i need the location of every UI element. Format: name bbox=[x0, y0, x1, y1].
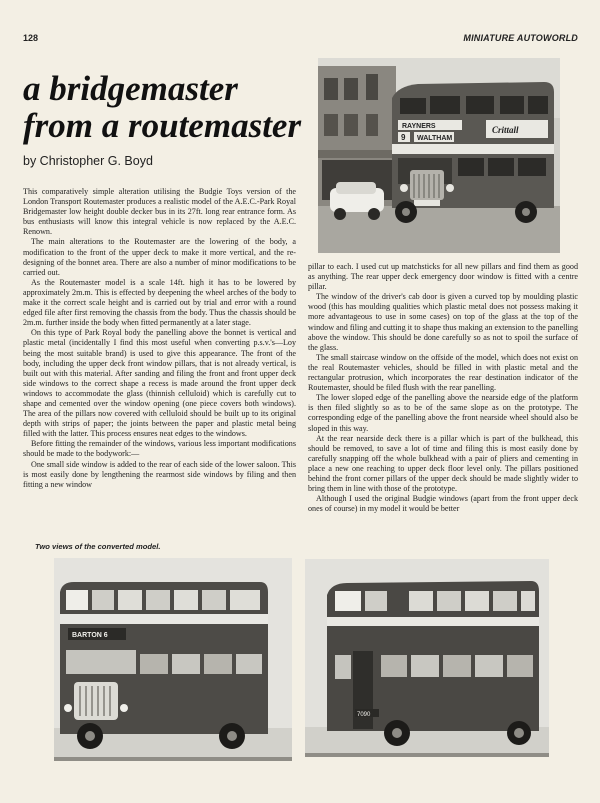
photo-model-rear bbox=[305, 559, 549, 757]
body-column-left bbox=[23, 187, 296, 490]
body-column-right bbox=[308, 262, 578, 514]
real-bus-illustration bbox=[318, 58, 560, 253]
paragraph: This comparatively simple alteration utilising the Budgie Toys version of the London Transport Routemaster produces a realistic model of the A.E.C.-Park Royal Bridgemaster low height double decker bus in its 27ft. long rear entrance form. As bus enthusiasts will know this integral vehicle is now replaced by the A.E.C. Renown. bbox=[23, 187, 296, 237]
paragraph: At the rear nearside deck there is a pillar which is part of the bulkhead, this should be removed, to save a lot of time and filing this is most easily done by carefully snapping off the whole bulkhead with a pair of pliers and cementing in place a new one reaching to upper deck floor level only. The pillars positioned behind the front corner pillars of the upper deck should be made slightly wider to bring them in line with those of the prototype. bbox=[308, 433, 578, 494]
title-line-1: a bridgemaster bbox=[23, 69, 238, 108]
paragraph: As the Routemaster model is a scale 14ft. high it has to be lowered by approximately 2m.m. This is effected by deepening the wheel arches of the body to make it the correct scale height and is carried out by trial and error with a round edged file after first removing the chassis from the body. Thus the chassis should be 2m.m. further inside the body when fitted permanently at a later stage. bbox=[23, 277, 296, 328]
paragraph: The small staircase window on the offside of the model, which does not exist on the real Routemaster vehicles, should be filled in with plastic metal and the rectangular protrusion, which incorporates the rear destination indicator of the Routemaster, should be filed flush with the rear panelling. bbox=[308, 352, 578, 393]
paragraph: pillar to each. I used cut up matchsticks for all new pillars and find them as good as anything. The rear upper deck emergency door window is fitted with a centre pillar. bbox=[308, 262, 578, 292]
route-number: 9 bbox=[401, 133, 406, 142]
paragraph: Before fitting the remainder of the windows, various less important modifications should be made to the bodywork:— bbox=[23, 439, 296, 459]
article-title bbox=[23, 70, 313, 144]
paragraph: The lower sloped edge of the panelling above the nearside edge of the platform is then filed slightly so as to be of the same slope as on the prototype. The corresponding edge of the panelling above the front nearside wheel should also be sloped in this way. bbox=[308, 393, 578, 433]
photo-caption: Two views of the converted model. bbox=[35, 542, 161, 551]
paragraph: Although I used the original Budgie windows (apart from the front upper deck ones of course) in my model it would be better bbox=[308, 494, 578, 514]
author-byline: by Christopher G. Boyd bbox=[23, 154, 153, 168]
paragraph: The main alterations to the Routemaster are the lowering of the body, a modification to the front of the upper deck to make it more vertical, and the re-designing of the bonnet area. There are also a number of minor modifications to be carried out. bbox=[23, 237, 296, 277]
model-rear-illustration bbox=[305, 559, 549, 757]
model-registration: 7090 bbox=[357, 712, 371, 718]
paragraph: On this type of Park Royal body the panelling above the bonnet is vertical and plastic metal (incidentally I find this most useful when converting p.s.v.'s—Loy being the most suitable brand) is used to give this appearance. The front of the body, including the upper deck front window pillars, that is not already vertical, is built out with this material. After sanding and filing the front and front upper deck side windows to the correct shape a recess is made around the front upper deck windows to accommodate the glass (thinnish celluloid) which is carefully cut to shape and cemented over the window opening (one piece covers both windows). The area of the pillars now covered with celluloid should be built up to its original depth with strips of paper; the joints between the paper and plastic metal being filled with the latter. This process ensures neat edges to the windows. bbox=[23, 328, 296, 439]
model-front-illustration bbox=[54, 558, 292, 761]
paragraph: One small side window is added to the rear of each side of the lower saloon. This is most easily done by lengthening the rearmost side windows by filing and then fitting a new window bbox=[23, 459, 296, 489]
page-number: 128 bbox=[23, 33, 39, 43]
photo-model-front bbox=[54, 558, 292, 761]
photo-edge bbox=[54, 757, 292, 761]
photo-edge bbox=[305, 753, 549, 757]
destination-blind: RAYNERS bbox=[402, 123, 436, 130]
publication-title: MINIATURE AUTOWORLD bbox=[463, 33, 578, 43]
photo-real-bus bbox=[318, 58, 560, 253]
title-line-2: from a routemaster bbox=[23, 106, 302, 145]
model-destination-blind: BARTON 6 bbox=[72, 632, 108, 639]
route-name: WALTHAM bbox=[417, 135, 453, 142]
paragraph: The window of the driver's cab door is given a curved top by moulding plastic wood (this has moulding qualities which plastic metal does not possess making it more advantageous to use in some cases) on top of the glass at the top of the window and filing and cutting it to shape thus making an extension to the panelling above the window. This should be done carefully so as not to spoil the surface of the glass. bbox=[308, 292, 578, 352]
side-advert: Crittall bbox=[492, 125, 519, 135]
